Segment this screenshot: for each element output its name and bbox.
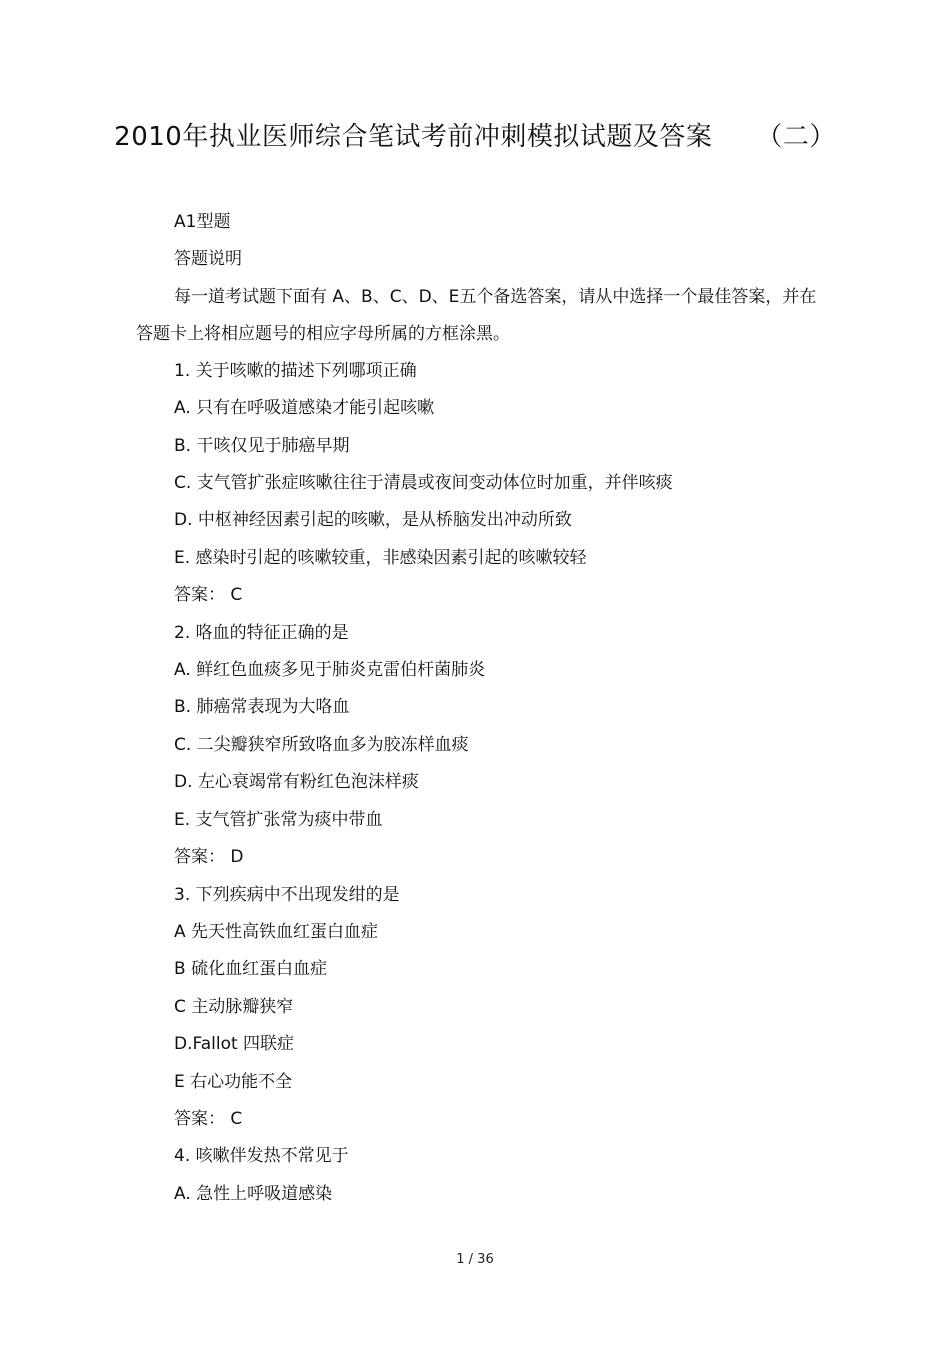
title-suffix: （二） xyxy=(756,122,836,152)
document-title xyxy=(0,116,950,153)
question-stem: 4. 咳嗽伴发热不常见于 xyxy=(174,1146,349,1167)
answer: 答案： D xyxy=(174,847,244,868)
title-main: 2010年执业医师综合笔试考前冲刺模拟试题及答案 xyxy=(114,122,713,152)
option: E. 支气管扩张常为痰中带血 xyxy=(174,809,383,830)
answer: 答案： C xyxy=(174,585,243,606)
option: B 硫化血红蛋白血症 xyxy=(174,959,328,980)
option: D.Fallot 四联症 xyxy=(174,1034,295,1055)
document-body xyxy=(136,204,826,1213)
instructions-text: 每一道考试题下面有 A、B、C、D、E五个备选答案，请从中选择一个最佳答案，并在答题卡上将相应题号的相应字母所属的方框涂黑。 xyxy=(136,286,817,344)
option: D. 左心衰竭常有粉红色泡沫样痰 xyxy=(174,772,419,793)
option: A 先天性高铁血红蛋白血症 xyxy=(174,921,379,942)
page-number: 1 / 36 xyxy=(456,1252,494,1267)
option: A. 急性上呼吸道感染 xyxy=(174,1183,333,1204)
option: D. 中枢神经因素引起的咳嗽，是从桥脑发出冲动所致 xyxy=(174,510,572,531)
question-stem: 3. 下列疾病中不出现发绀的是 xyxy=(174,884,400,905)
option: C. 二尖瓣狭窄所致咯血多为胶冻样血痰 xyxy=(174,734,469,755)
section-type: A1型题 xyxy=(174,212,231,232)
instructions-heading: 答题说明 xyxy=(174,249,242,270)
option: E. 感染时引起的咳嗽较重，非感染因素引起的咳嗽较轻 xyxy=(174,547,587,568)
option: C 主动脉瓣狭窄 xyxy=(174,996,294,1017)
option: E 右心功能不全 xyxy=(174,1071,293,1092)
option: A. 只有在呼吸道感染才能引起咳嗽 xyxy=(174,398,435,419)
option: C. 支气管扩张症咳嗽往往于清晨或夜间变动体位时加重，并伴咳痰 xyxy=(174,473,673,494)
option: B. 肺癌常表现为大咯血 xyxy=(174,697,350,718)
option: A. 鲜红色血痰多见于肺炎克雷伯杆菌肺炎 xyxy=(174,660,486,681)
question-stem: 1. 关于咳嗽的描述下列哪项正确 xyxy=(174,360,417,381)
answer: 答案： C xyxy=(174,1108,243,1129)
option: B. 干咳仅见于肺癌早期 xyxy=(174,435,350,456)
question-stem: 2. 咯血的特征正确的是 xyxy=(174,622,349,643)
